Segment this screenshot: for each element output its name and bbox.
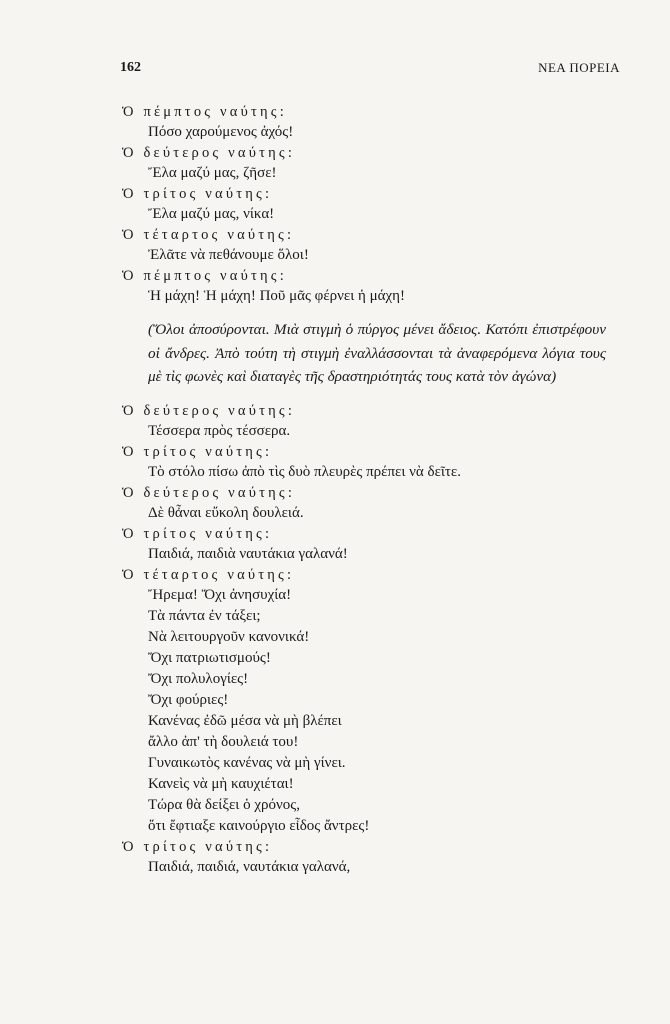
speaker-label: Ὁ τρίτος ναύτης: [122, 838, 273, 855]
verse-line: Ὄχι πατριωτισμούς! [148, 649, 271, 666]
verse-line: Ἔλα μαζύ μας, νίκα! [148, 206, 275, 222]
verse-line: Κανεὶς νὰ μὴ καυχιέται! [148, 775, 294, 792]
verse-line: Νὰ λειτουργοῦν κανονικά! [148, 628, 310, 645]
verse-line: ὅτι ἔφτιαξε καινούργιο εἶδος ἄντρες! [148, 817, 370, 834]
verse-line: Παιδιά, παιδιά, ναυτάκια γαλανά, [148, 858, 351, 875]
speaker-label: Ὁ τρίτος ναύτης: [122, 443, 273, 460]
speech-block [122, 102, 622, 143]
speech-block [122, 143, 622, 184]
verse-line: Παιδιά, παιδιὰ ναυτάκια γαλανά! [148, 545, 348, 562]
speaker-label: Ὁ δεύτερος ναύτης: [122, 402, 296, 419]
speech-block [122, 401, 622, 442]
verse-line: Τὸ στόλο πίσω ἀπὸ τὶς δυὸ πλευρὲς πρέπει νὰ δεῖτε. [148, 463, 461, 480]
verse-line: Δὲ θἆναι εὔκολη δουλειά. [148, 504, 304, 521]
speaker-label: Ὁ πέμπτος ναύτης: [122, 104, 287, 120]
speech-block [122, 837, 622, 878]
speech-block [122, 524, 622, 565]
speech-block [122, 225, 622, 266]
speech-block [122, 184, 622, 225]
page-number: 162 [120, 60, 141, 75]
verse-line: Ἡ μάχη! Ἡ μάχη! Ποῦ μᾶς φέρνει ἡ μάχη! [148, 288, 405, 304]
speaker-label: Ὁ τέταρτος ναύτης: [122, 566, 295, 583]
speaker-label: Ὁ δεύτερος ναύτης: [122, 145, 296, 161]
verse-line: Ἔλα μαζύ μας, ζῆσε! [148, 165, 277, 181]
speech-block [122, 266, 622, 307]
verse-line: Τέσσερα πρὸς τέσσερα. [148, 422, 291, 439]
speech-block [122, 483, 622, 524]
verse-line: Τώρα θὰ δείξει ὁ χρόνος, [148, 796, 300, 813]
speaker-label: Ὁ τρίτος ναύτης: [122, 186, 273, 202]
verse-line: Ὄχι πολυλογίες! [148, 670, 249, 687]
stage-direction: (Ὅλοι ἀποσύρονται. Μιὰ στιγμὴ ὁ πύργος μένει ἄδειος. Κατόπι ἐπιστρέφουν οἱ ἄνδρες. Ἀπὸ τούτη τὴ στιγμὴ ἐναλλάσσονται τὰ ἀναφερόμενα λόγια τους μὲ τὶς φωνὲς καὶ διαταγὲς τῆς δραστηριότητάς τους κατὰ τὸν ἀγώνα) [148, 321, 606, 385]
running-title: ΝΕΑ ΠΟΡΕΙΑ [538, 60, 620, 75]
page-body [122, 102, 622, 878]
speech-block [122, 442, 622, 483]
verse-line: Τὰ πάντα ἐν τάξει; [148, 607, 261, 624]
verse-line: Ὄχι φούριες! [148, 691, 229, 708]
verse-line: Κανένας ἐδῶ μέσα νὰ μὴ βλέπει [148, 712, 342, 729]
verse-line: Ἤρεμα! Ὄχι ἀνησυχία! [148, 586, 292, 603]
speech-block [122, 565, 622, 837]
verse-line: Ἐλᾶτε νὰ πεθάνουμε ὅλοι! [148, 247, 309, 263]
speaker-label: Ὁ τέταρτος ναύτης: [122, 227, 295, 243]
verse-line: Πόσο χαρούμενος ἀχός! [148, 124, 294, 140]
verse-line: ἄλλο ἀπ' τὴ δουλειά του! [148, 733, 299, 750]
dialogue-part-2 [122, 401, 622, 878]
speaker-label: Ὁ δεύτερος ναύτης: [122, 484, 296, 501]
speaker-label: Ὁ πέμπτος ναύτης: [122, 268, 287, 284]
speaker-label: Ὁ τρίτος ναύτης: [122, 525, 273, 542]
verse-line: Γυναικωτὸς κανένας νὰ μὴ γίνει. [148, 754, 346, 771]
dialogue-part-1 [122, 102, 622, 307]
page-header [120, 60, 620, 80]
